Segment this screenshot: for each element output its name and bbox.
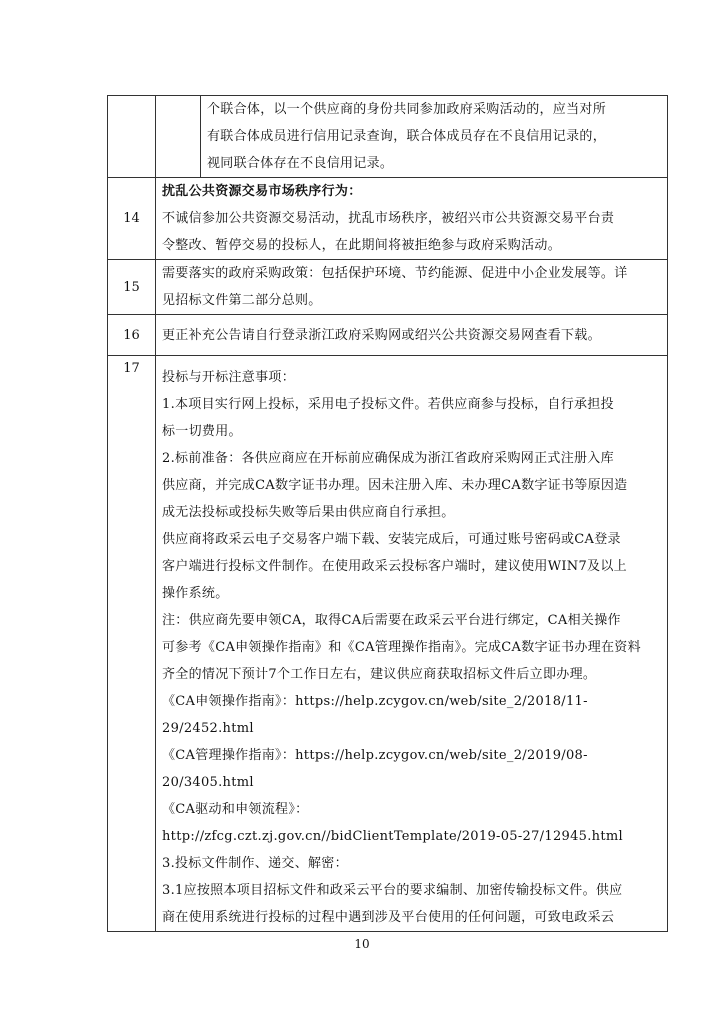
row-number: 16 — [108, 315, 156, 356]
requirements-table — [107, 95, 668, 932]
text-line: 成无法投标或投标失败等后果由供应商自行承担。 — [162, 505, 455, 520]
subcategory-cell-empty — [156, 96, 201, 178]
text-line: 投标与开标注意事项： — [162, 370, 296, 385]
text-line: 更正补充公告请自行登录浙江政府采购网或绍兴公共资源交易网查看下载。 — [162, 327, 601, 343]
text-line: 不诚信参加公共资源交易活动，扰乱市场秩序，被绍兴市公共资源交易平台责 — [162, 211, 615, 226]
row-15-content — [156, 260, 668, 315]
text-line: 操作系统。 — [162, 586, 229, 601]
table-row-17 — [108, 356, 668, 932]
table-row-16 — [108, 315, 668, 356]
text-line: 商在使用系统进行投标的过程中遇到涉及平台使用的任何问题，可致电政采云 — [162, 910, 615, 925]
text-line: 视同联合体存在不良信用记录。 — [207, 156, 394, 171]
text-line: 可参考《CA申领操作指南》和《CA管理操作指南》。完成CA数字证书办理在资料 — [162, 640, 641, 655]
text-line: 个联合体，以一个供应商的身份共同参加政府采购活动的，应当对所 — [207, 102, 607, 117]
row-number-cell-empty — [108, 96, 156, 178]
text-line: 标一切费用。 — [162, 424, 242, 439]
section-heading: 扰乱公共资源交易市场秩序行为： — [162, 184, 362, 199]
row-number: 14 — [108, 178, 156, 260]
table-row-continuation — [108, 96, 668, 178]
row-16-content — [156, 315, 668, 356]
page-number: 10 — [354, 937, 370, 951]
ca-driver-heading: 《CA驱动和申领流程》： — [162, 802, 309, 817]
text-line: 2.标前准备：各供应商应在开标前应确保成为浙江省政府采购网正式注册入库 — [162, 451, 614, 466]
text-line: 1.本项目实行网上投标，采用电子投标文件。若供应商参与投标，自行承担投 — [162, 397, 614, 412]
text-line: 齐全的情况下预计7个工作日左右，建议供应商获取招标文件后立即办理。 — [162, 667, 597, 682]
row-17-content — [156, 356, 668, 932]
row-number: 15 — [108, 260, 156, 315]
text-line: 3.投标文件制作、递交、解密： — [162, 856, 348, 871]
ca-apply-guide-link-cont: 29/2452.html — [162, 721, 254, 736]
text-line: 供应商将政采云电子交易客户端下载、安装完成后，可通过账号密码或CA登录 — [162, 532, 621, 547]
table-row-15 — [108, 260, 668, 315]
row-number: 17 — [108, 356, 156, 932]
continuation-content-cell — [201, 96, 668, 178]
text-line: 见招标文件第二部分总则。 — [162, 293, 322, 308]
text-line: 有联合体成员进行信用记录查询，联合体成员存在不良信用记录的， — [207, 129, 607, 144]
text-line: 需要落实的政府采购政策：包括保护环境、节约能源、促进中小企业发展等。详 — [162, 266, 628, 281]
ca-driver-link: http://zfcg.czt.zj.gov.cn//bidClientTemplate/2019-05-27/12945.html — [162, 829, 623, 844]
ca-manage-guide-link-cont: 20/3405.html — [162, 775, 254, 790]
text-line: 注：供应商先要申领CA，取得CA后需要在政采云平台进行绑定，CA相关操作 — [162, 613, 621, 628]
ca-apply-guide-link: 《CA申领操作指南》：https://help.zcygov.cn/web/site_2/2018/11- — [162, 694, 588, 709]
text-line: 供应商，并完成CA数字证书办理。因未注册入库、未办理CA数字证书等原因造 — [162, 478, 628, 493]
text-line: 客户端进行投标文件制作。在使用政采云投标客户端时，建议使用WIN7及以上 — [162, 559, 627, 574]
text-line: 令整改、暂停交易的投标人，在此期间将被拒绝参与政府采购活动。 — [162, 238, 562, 253]
text-line: 3.1应按照本项目招标文件和政采云平台的要求编制、加密传输投标文件。供应 — [162, 883, 623, 898]
ca-manage-guide-link: 《CA管理操作指南》：https://help.zcygov.cn/web/site_2/2019/08- — [162, 748, 588, 763]
table-row-14 — [108, 178, 668, 260]
row-14-content — [156, 178, 668, 260]
